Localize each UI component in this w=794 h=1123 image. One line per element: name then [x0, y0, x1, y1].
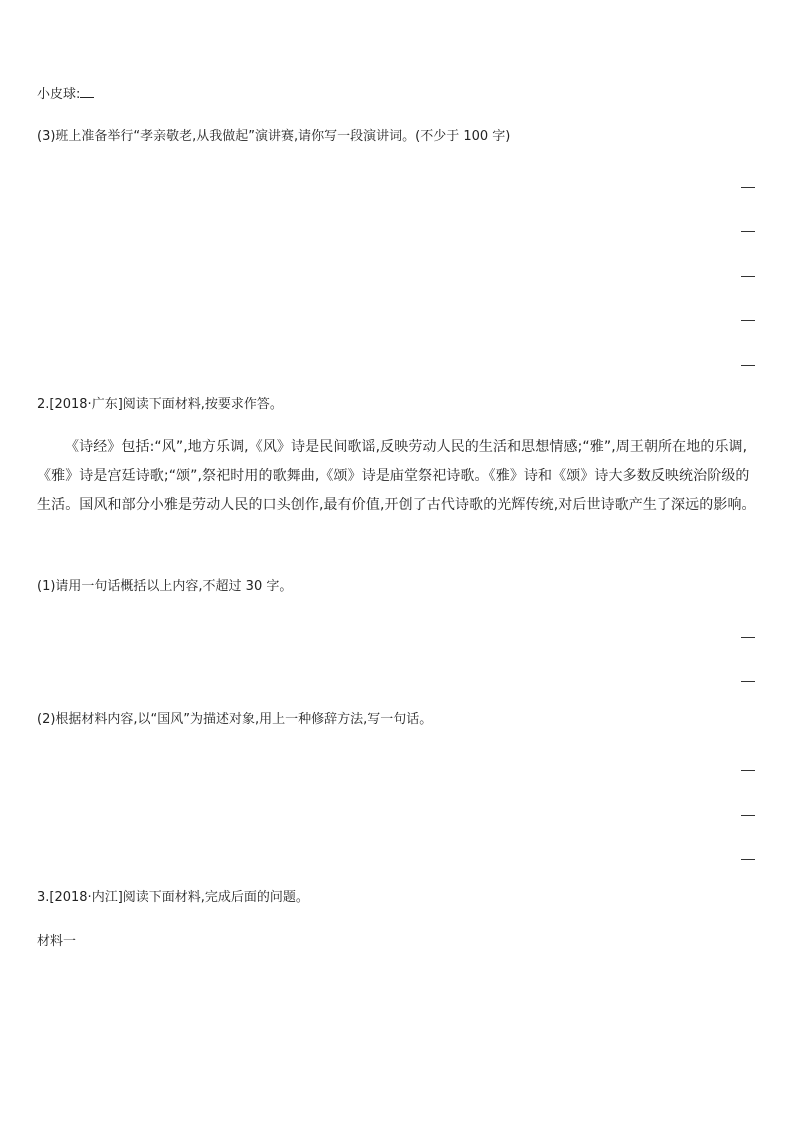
question-part-3: (3)班上准备举行“孝亲敬老,从我做起”演讲赛,请你写一段演讲词。(不少于 100 字) — [37, 129, 511, 144]
question-2-part-2: (2)根据材料内容,以“国风”为描述对象,用上一种修辞方法,写一句话。 — [37, 712, 433, 727]
material-label: 材料一 — [37, 934, 77, 949]
question-line-xiaopiqiu — [37, 83, 94, 105]
answer-line — [741, 276, 755, 277]
question-2-part-1: (1)请用一句话概括以上内容,不超过 30 字。 — [37, 579, 293, 594]
answer-line — [741, 859, 755, 860]
answer-line — [741, 320, 755, 321]
question-3-header: 3.[2018·内江]阅读下面材料,完成后面的问题。 — [37, 890, 309, 905]
question-2-material: 《诗经》包括:“风”,地方乐调,《风》诗是民间歌谣,反映劳动人民的生活和思想情感;“雅”,周王朝所在地的乐调,《雅》诗是宫廷诗歌;“颂”,祭祀时用的歌舞曲,《颂》诗是庙堂祭祀诗歌。《雅》诗和《颂》诗大多数反映统治阶级的生活。国风和部分小雅是劳动人民的口头创作,最有价值,开创了古代诗歌的光辉传统,对后世诗歌产生了深远的影响。 — [37, 439, 756, 513]
answer-line — [741, 187, 755, 188]
question-2-header: 2.[2018·广东]阅读下面材料,按要求作答。 — [37, 397, 283, 412]
answer-blank — [80, 83, 94, 98]
answer-line — [741, 365, 755, 366]
answer-line — [741, 637, 755, 638]
answer-line — [741, 815, 755, 816]
answer-line — [741, 231, 755, 232]
answer-line — [741, 681, 755, 682]
answer-line — [741, 770, 755, 771]
question-text: 小皮球: — [37, 87, 81, 102]
